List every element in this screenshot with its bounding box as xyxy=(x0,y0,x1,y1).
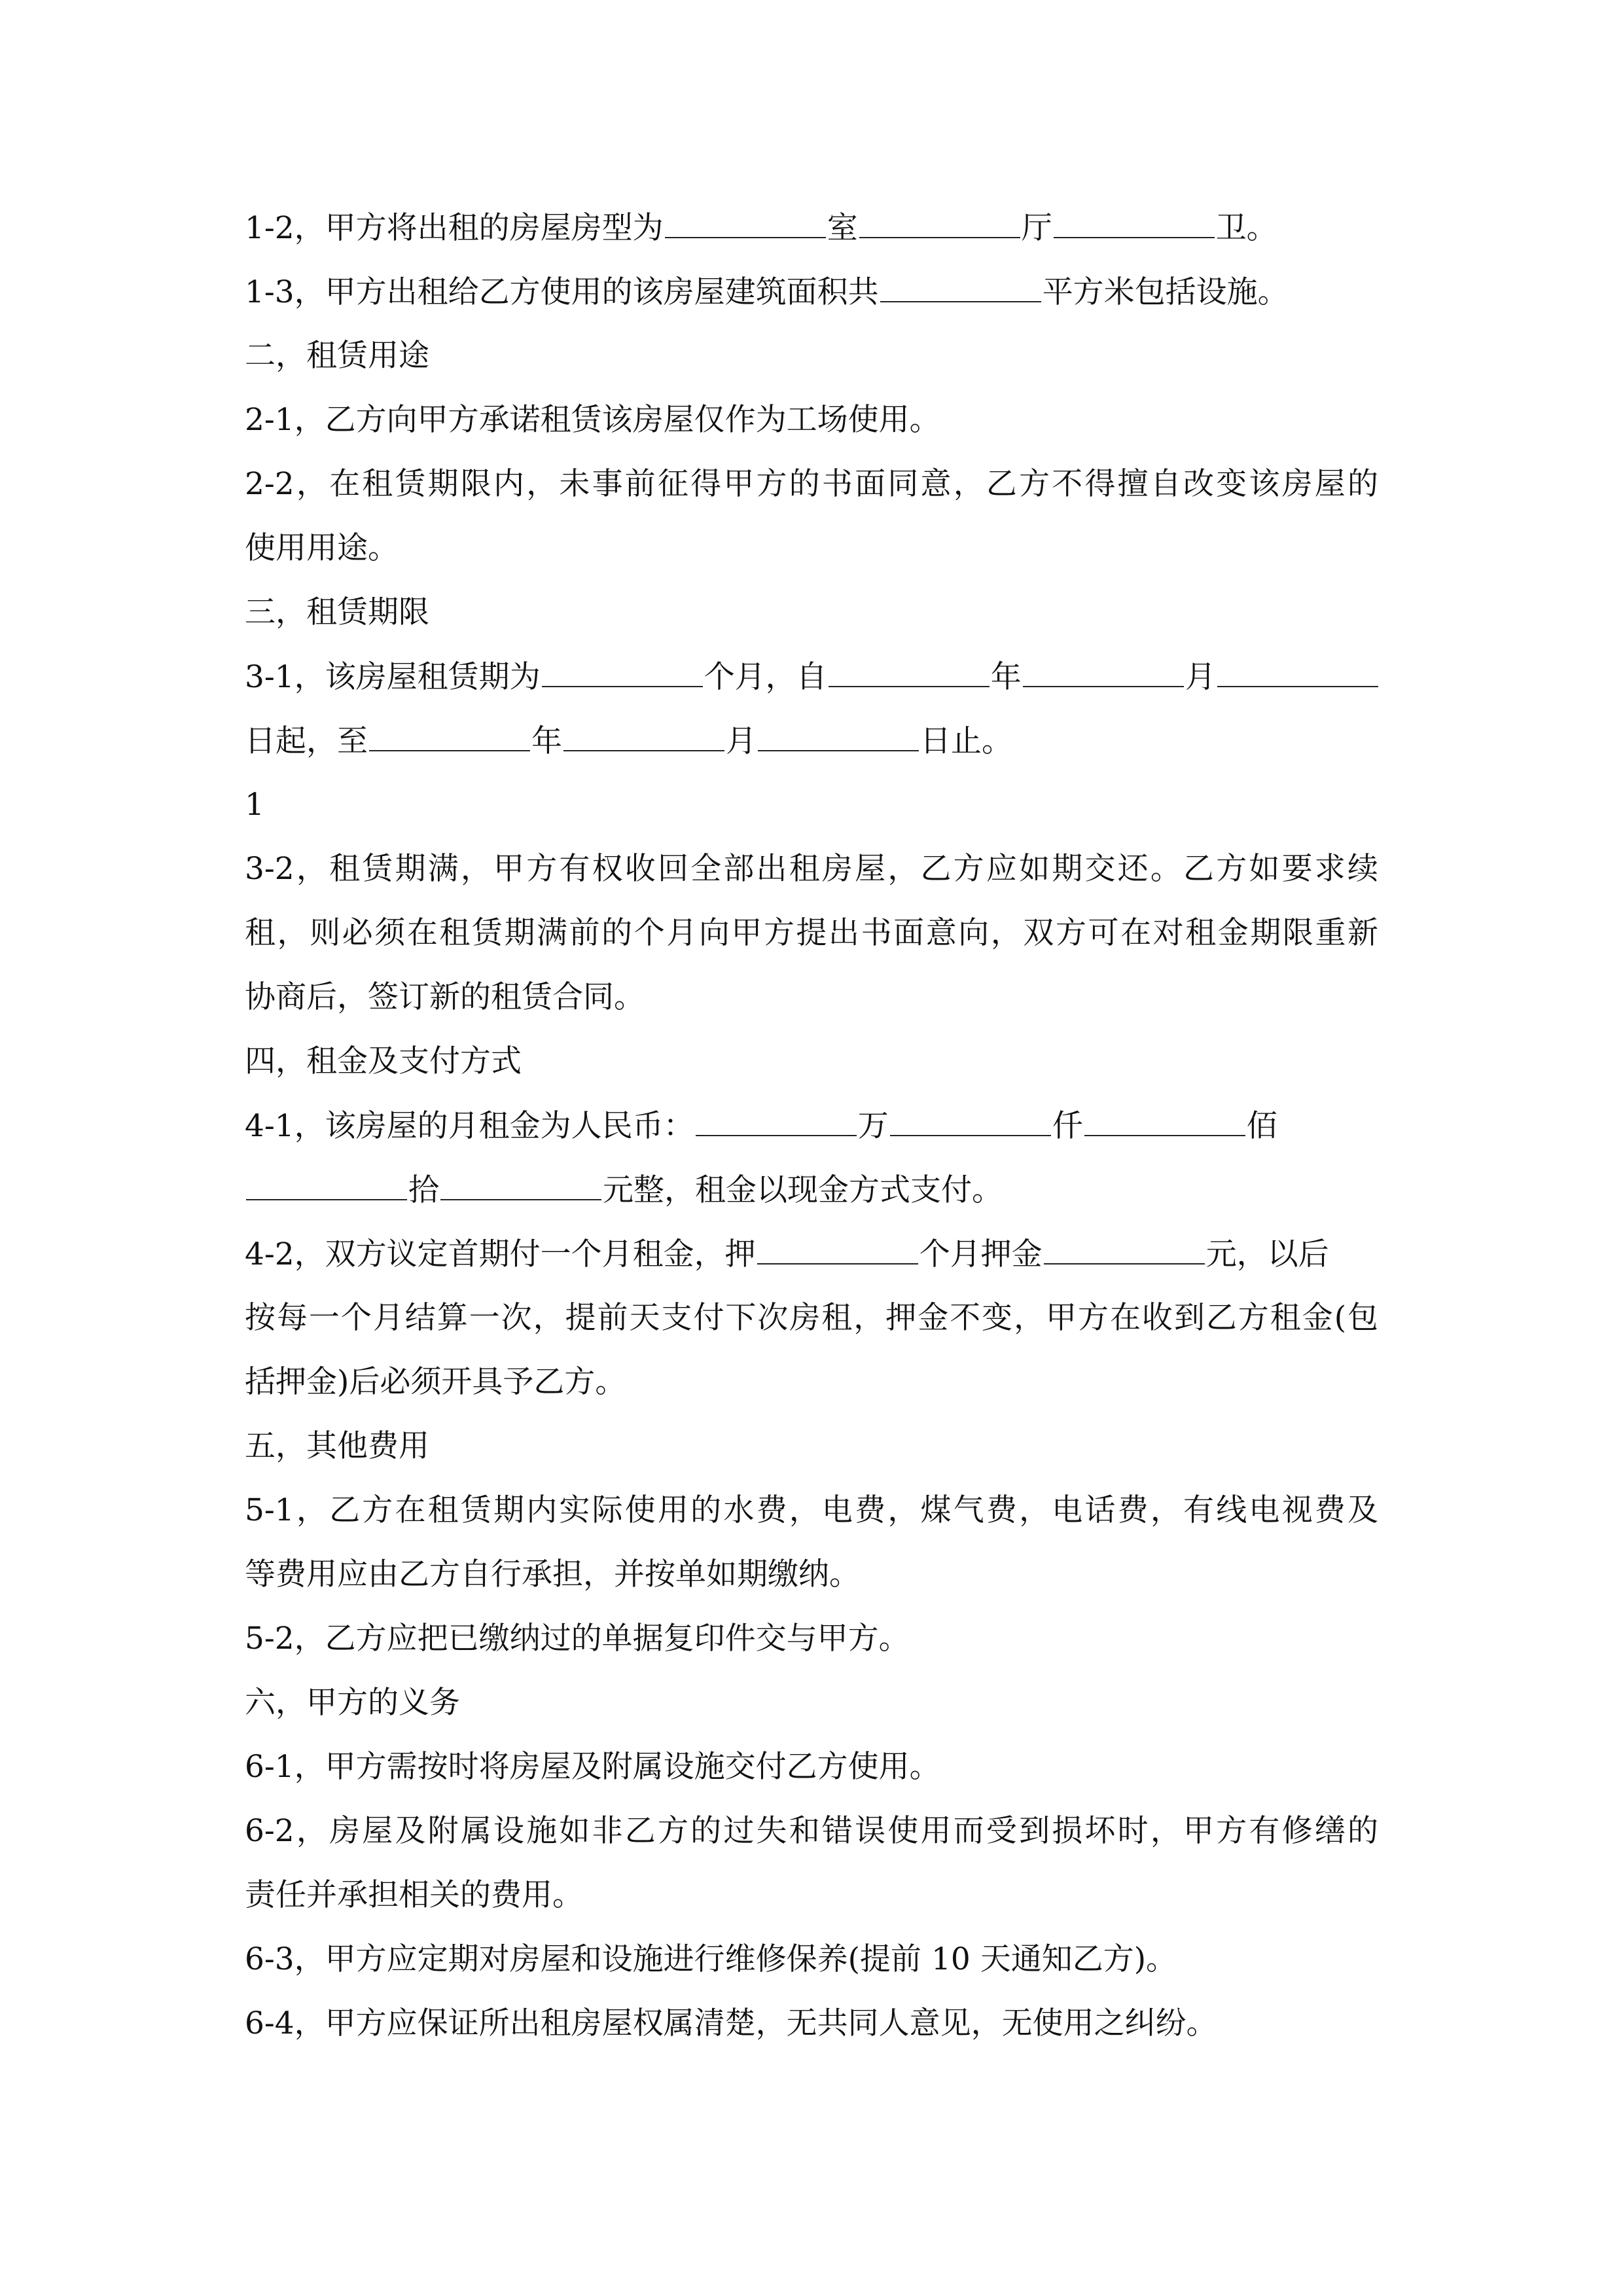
blank-field xyxy=(696,1107,857,1136)
clause-text: 日起，至 xyxy=(245,723,368,759)
clause-text: 个月押金 xyxy=(919,1236,1043,1272)
blank-field xyxy=(859,209,1020,238)
clause-3-1-line-2 xyxy=(245,723,1378,760)
clause-4-1-line-1 xyxy=(245,1107,1378,1145)
clause-text: 佰 xyxy=(1246,1108,1277,1144)
clause-text: 拾 xyxy=(408,1172,439,1208)
clause-text: 4-2，双方议定首期付一个月租金，押 xyxy=(245,1236,756,1272)
clause-6-2-line-2: 责任并承担相关的费用。 xyxy=(245,1877,583,1913)
clause-2-1: 2-1，乙方向甲方承诺租赁该房屋仅作为工场使用。 xyxy=(245,402,940,438)
clause-6-4: 6-4，甲方应保证所出租房屋权属清楚，无共同人意见，无使用之纠纷。 xyxy=(245,2005,1217,2041)
clause-text: 3-1，该房屋租赁期为 xyxy=(245,659,541,695)
clause-text: 年 xyxy=(990,659,1022,695)
section-heading-3: 三，租赁期限 xyxy=(245,594,429,630)
blank-field xyxy=(440,1172,601,1200)
blank-field xyxy=(890,1107,1051,1136)
clause-text: 仟 xyxy=(1052,1108,1083,1144)
blank-field xyxy=(757,1236,918,1265)
clause-text: 元整，租金以现金方式支付。 xyxy=(603,1172,1003,1208)
clause-3-2-line-1: 3-2，租赁期满，甲方有权收回全部出租房屋，乙方应如期交还。乙方如要求续 xyxy=(245,851,1378,887)
clause-text: 卫。 xyxy=(1215,210,1277,246)
blank-field xyxy=(246,1172,407,1200)
clause-text: 月 xyxy=(726,723,757,759)
clause-6-1: 6-1，甲方需按时将房屋及附属设施交付乙方使用。 xyxy=(245,1749,940,1785)
section-heading-2: 二，租赁用途 xyxy=(245,338,429,374)
blank-field xyxy=(758,723,919,751)
clause-text: 年 xyxy=(531,723,562,759)
page-number: 1 xyxy=(245,787,264,823)
section-heading-6: 六，甲方的义务 xyxy=(245,1685,460,1721)
clause-text: 1-2，甲方将出租的房屋房型为 xyxy=(245,210,664,246)
clause-4-2-line-1 xyxy=(245,1236,1378,1273)
clause-text: 万 xyxy=(857,1108,889,1144)
blank-field xyxy=(563,723,724,751)
section-heading-4: 四，租金及支付方式 xyxy=(245,1043,522,1079)
clause-text: 平方米包括设施。 xyxy=(1042,274,1289,310)
clause-text: 日止。 xyxy=(920,723,1012,759)
blank-field xyxy=(829,658,990,687)
clause-4-2-line-2: 按每一个月结算一次，提前天支付下次房租，押金不变，甲方在收到乙方租金(包 xyxy=(245,1300,1378,1336)
clause-3-2-line-2: 租，则必须在租赁期满前的个月向甲方提出书面意向，双方可在对租金期限重新 xyxy=(245,915,1378,951)
clause-4-1-line-2 xyxy=(245,1172,1378,1209)
clause-1-3 xyxy=(245,274,1378,311)
clause-3-1-line-1 xyxy=(245,658,1378,696)
blank-field xyxy=(1217,658,1378,687)
blank-field xyxy=(1023,658,1184,687)
clause-1-2 xyxy=(245,209,1378,247)
clause-3-2-line-3: 协商后，签订新的租赁合同。 xyxy=(245,979,645,1015)
clause-2-2-line-2: 使用用途。 xyxy=(245,530,399,566)
blank-field xyxy=(1044,1236,1205,1265)
clause-5-1-line-1: 5-1，乙方在租赁期内实际使用的水费，电费，煤气费，电话费，有线电视费及 xyxy=(245,1492,1378,1528)
blank-field xyxy=(880,274,1041,302)
section-heading-5: 五，其他费用 xyxy=(245,1428,429,1464)
clause-6-2-line-1: 6-2，房屋及附属设施如非乙方的过失和错误使用而受到损坏时，甲方有修缮的 xyxy=(245,1813,1378,1849)
blank-field xyxy=(542,658,703,687)
clause-text: 元，以后 xyxy=(1205,1236,1329,1272)
clause-2-2-line-1: 2-2，在租赁期限内，未事前征得甲方的书面同意，乙方不得擅自改变该房屋的 xyxy=(245,466,1378,502)
blank-field xyxy=(1054,209,1215,238)
blank-field xyxy=(369,723,530,751)
clause-text: 室 xyxy=(827,210,858,246)
clause-5-1-line-2: 等费用应由乙方自行承担，并按单如期缴纳。 xyxy=(245,1556,860,1592)
clause-text: 4-1，该房屋的月租金为人民币： xyxy=(245,1108,694,1144)
clause-4-2-line-3: 括押金)后必须开具予乙方。 xyxy=(245,1364,626,1400)
clause-text: 月 xyxy=(1185,659,1216,695)
clause-text: 厅 xyxy=(1021,210,1052,246)
blank-field xyxy=(665,209,826,238)
clause-5-2: 5-2，乙方应把已缴纳过的单据复印件交与甲方。 xyxy=(245,1621,910,1657)
clause-text: 个月，自 xyxy=(704,659,827,695)
blank-field xyxy=(1084,1107,1245,1136)
clause-6-3: 6-3，甲方应定期对房屋和设施进行维修保养(提前 10 天通知乙方)。 xyxy=(245,1941,1177,1977)
clause-text: 1-3，甲方出租给乙方使用的该房屋建筑面积共 xyxy=(245,274,879,310)
